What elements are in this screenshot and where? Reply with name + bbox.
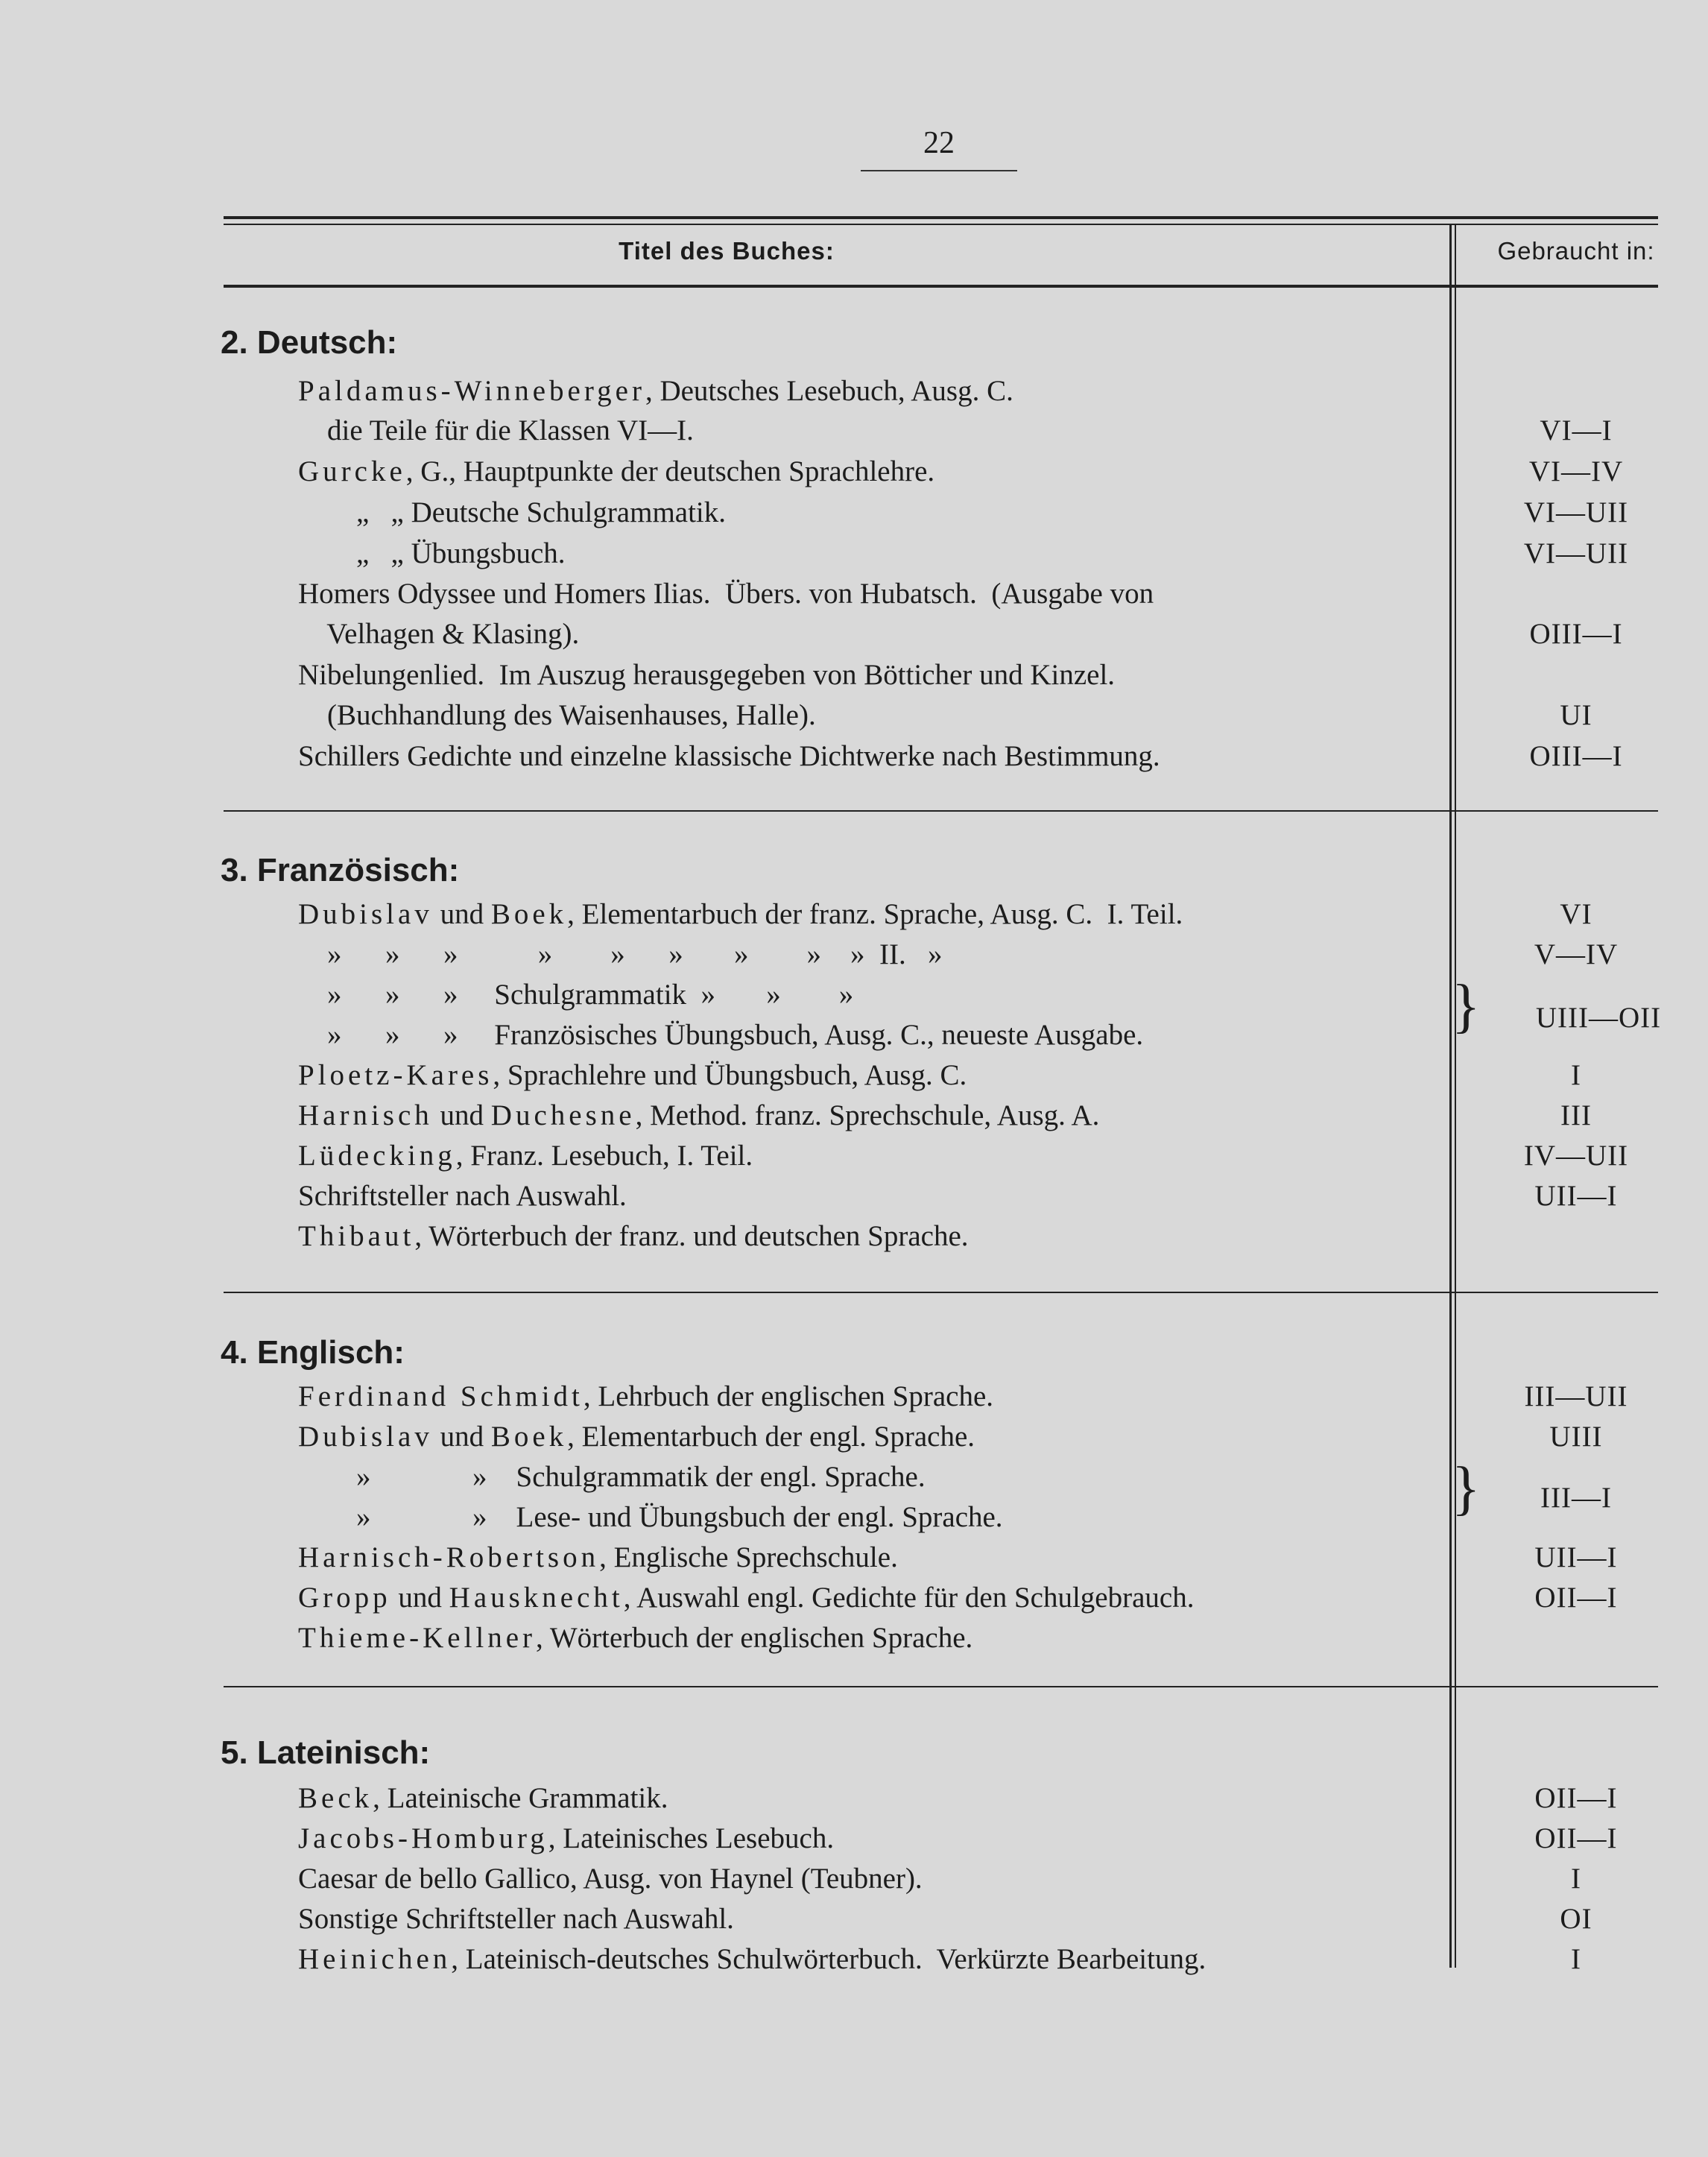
list-item: » » Lese- und Übungsbuch der engl. Sprache. bbox=[298, 1501, 1003, 1533]
header-bottom-rule bbox=[224, 285, 1658, 288]
class-range: I bbox=[1571, 1059, 1581, 1091]
list-item: Schillers Gedichte und einzelne klassische Dichtwerke nach Bestimmung. bbox=[298, 740, 1160, 772]
list-item: Nibelungenlied. Im Auszug herausgegeben von Bötticher und Kinzel. bbox=[298, 659, 1116, 691]
page-number: 22 bbox=[923, 126, 955, 160]
list-item: » » » » » » » » » II. » bbox=[298, 938, 943, 970]
list-item: Dubislav und Boek, Elementarbuch der franz. Sprache, Ausg. C. I. Teil. bbox=[298, 898, 1183, 930]
class-range: UII—I bbox=[1534, 1541, 1618, 1573]
class-range: OI bbox=[1560, 1903, 1592, 1935]
list-item: » » » Französisches Übungsbuch, Ausg. C., neueste Ausgabe. bbox=[298, 1019, 1144, 1051]
list-item: » » » Schulgrammatik » » » bbox=[298, 979, 854, 1011]
list-item: die Teile für die Klassen VI—I. bbox=[298, 414, 694, 446]
section-title-lateinisch: 5. Lateinisch: bbox=[221, 1734, 431, 1771]
list-item: » » Schulgrammatik der engl. Sprache. bbox=[298, 1461, 926, 1493]
curly-brace-icon: } bbox=[1452, 1456, 1481, 1521]
list-item: Heinichen, Lateinisch-deutsches Schulwörterbuch. Verkürzte Bearbeitung. bbox=[298, 1943, 1206, 1975]
column-header-used-in: Gebraucht in: bbox=[1497, 237, 1655, 265]
section-title-englisch: 4. Englisch: bbox=[221, 1334, 405, 1371]
class-range: V—IV bbox=[1534, 938, 1619, 970]
class-range: UIII—OII bbox=[1535, 1002, 1662, 1034]
class-range: OIII—I bbox=[1529, 618, 1623, 650]
section-title-franzoesisch: 3. Französisch: bbox=[221, 852, 460, 888]
class-range: III—I bbox=[1540, 1482, 1612, 1514]
list-item: Dubislav und Boek, Elementarbuch der engl. Sprache. bbox=[298, 1421, 975, 1453]
list-item: Harnisch und Duchesne, Method. franz. Sprechschule, Ausg. A. bbox=[298, 1099, 1100, 1131]
list-item: Ferdinand Schmidt, Lehrbuch der englischen Sprache. bbox=[298, 1380, 994, 1412]
class-range: IV—UII bbox=[1523, 1140, 1629, 1172]
section-rule-2 bbox=[224, 1292, 1658, 1293]
list-item: Gropp und Hausknecht, Auswahl engl. Gedichte für den Schulgebrauch. bbox=[298, 1582, 1195, 1614]
class-range: UI bbox=[1560, 699, 1592, 731]
list-item: Thibaut, Wörterbuch der franz. und deutschen Sprache. bbox=[298, 1220, 969, 1252]
column-divider-1 bbox=[1449, 224, 1452, 1968]
list-item: „ „ Übungsbuch. bbox=[298, 537, 566, 569]
list-item: Schriftsteller nach Auswahl. bbox=[298, 1180, 627, 1212]
class-range: OII—I bbox=[1534, 1582, 1618, 1614]
section-rule-3 bbox=[224, 1686, 1658, 1687]
section-title-deutsch: 2. Deutsch: bbox=[221, 324, 398, 361]
list-item: Homers Odyssee und Homers Ilias. Übers. von Hubatsch. (Ausgabe von bbox=[298, 578, 1154, 610]
class-range: III—UII bbox=[1524, 1380, 1628, 1412]
list-item: Harnisch-Robertson, Englische Sprechschule. bbox=[298, 1541, 898, 1573]
list-item: Gurcke, G., Hauptpunkte der deutschen Sprachlehre. bbox=[298, 455, 935, 487]
class-range: UII—I bbox=[1534, 1180, 1618, 1212]
class-range: VI—I bbox=[1540, 414, 1613, 446]
list-item: Velhagen & Klasing). bbox=[298, 618, 580, 650]
class-range: OII—I bbox=[1534, 1822, 1618, 1854]
list-item: (Buchhandlung des Waisenhauses, Halle). bbox=[298, 699, 816, 731]
class-range: I bbox=[1571, 1863, 1581, 1895]
list-item: Lüdecking, Franz. Lesebuch, I. Teil. bbox=[298, 1140, 753, 1172]
section-rule-1 bbox=[224, 810, 1658, 812]
class-range: VI bbox=[1560, 898, 1592, 930]
list-item: Paldamus-Winneberger, Deutsches Lesebuch, Ausg. C. bbox=[298, 375, 1013, 407]
class-range: OIII—I bbox=[1529, 740, 1623, 772]
class-range: I bbox=[1571, 1943, 1581, 1975]
top-double-rule-2 bbox=[224, 224, 1658, 225]
class-range: III bbox=[1560, 1099, 1592, 1131]
class-range: VI—UII bbox=[1523, 496, 1629, 528]
list-item: Beck, Lateinische Grammatik. bbox=[298, 1782, 668, 1814]
class-range: VI—IV bbox=[1528, 455, 1624, 487]
curly-brace-icon: } bbox=[1452, 973, 1481, 1039]
list-item: Ploetz-Kares, Sprachlehre und Übungsbuch, Ausg. C. bbox=[298, 1059, 967, 1091]
top-double-rule-1 bbox=[224, 216, 1658, 219]
class-range: VI—UII bbox=[1523, 537, 1629, 569]
list-item: Jacobs-Homburg, Lateinisches Lesebuch. bbox=[298, 1822, 835, 1854]
list-item: Sonstige Schriftsteller nach Auswahl. bbox=[298, 1903, 734, 1935]
list-item: Caesar de bello Gallico, Ausg. von Haynel (Teubner). bbox=[298, 1863, 923, 1895]
class-range: OII—I bbox=[1534, 1782, 1618, 1814]
class-range: UIII bbox=[1549, 1421, 1603, 1453]
list-item: „ „ Deutsche Schulgrammatik. bbox=[298, 496, 727, 528]
page-number-rule bbox=[861, 170, 1017, 171]
list-item: Thieme-Kellner, Wörterbuch der englischen Sprache. bbox=[298, 1622, 973, 1654]
column-header-title: Titel des Buches: bbox=[619, 237, 835, 265]
column-divider-2 bbox=[1455, 224, 1456, 1968]
